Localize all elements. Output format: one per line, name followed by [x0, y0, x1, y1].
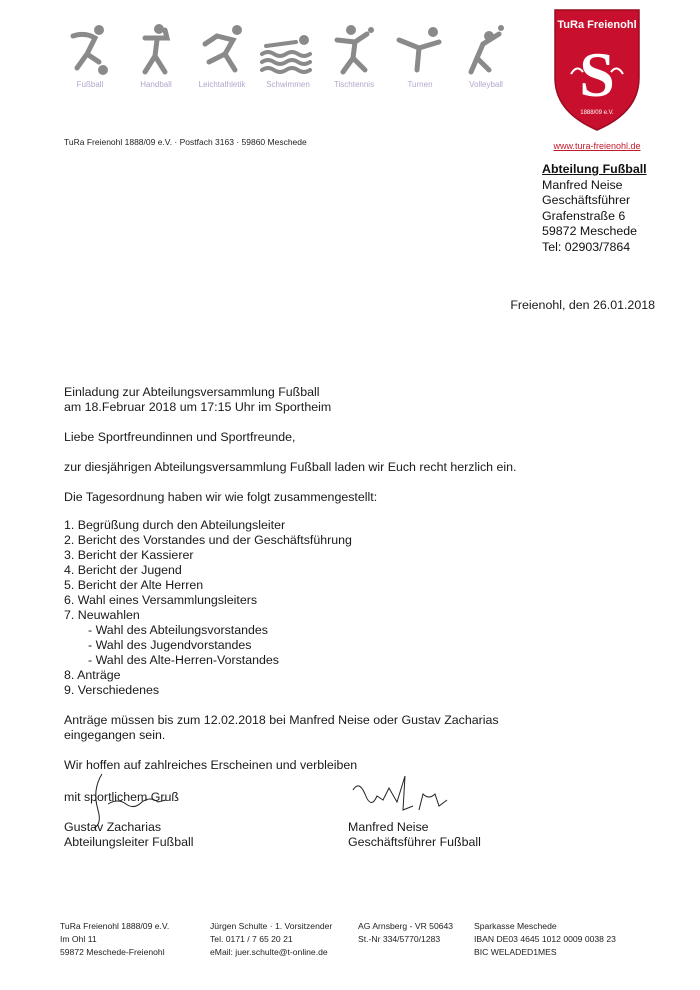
address-line: Tel: 02903/7864	[542, 239, 631, 254]
swimming-icon	[258, 22, 318, 78]
closing-hope: Wir hoffen auf zahlreiches Erscheinen und verbleiben	[64, 758, 358, 772]
agenda-subitem: - Wahl des Abteilungsvorstandes	[88, 623, 268, 637]
footer-column-bank	[474, 920, 616, 959]
salutation: Liebe Sportfreundinnen und Sportfreunde,	[64, 430, 296, 444]
agenda-item: 6. Wahl eines Versammlungsleiters	[64, 593, 258, 607]
sport-label: Turnen	[407, 80, 433, 89]
handball-icon	[129, 22, 183, 78]
address-line: Grafenstraße 6	[542, 208, 626, 223]
footer-email[interactable]: eMail: juer.schulte@t-online.de	[210, 947, 328, 957]
crest-year: 1888/09 e.V.	[580, 110, 614, 116]
crest-club-name: TuRa Freienohl	[557, 19, 637, 31]
motions-line: Anträge müssen bis zum 12.02.2018 bei Manfred Neise oder Gustav Zacharias	[64, 713, 499, 727]
footer-column-registry	[358, 920, 453, 946]
agenda-item: 2. Bericht des Vorstandes und der Geschäftsführung	[64, 533, 352, 547]
address-line: 59872 Meschede	[542, 224, 638, 239]
signer-role: Abteilungsleiter Fußball	[64, 835, 194, 849]
club-crest-logo	[551, 8, 643, 132]
signature-block-left	[64, 790, 193, 850]
sport-label: Volleyball	[469, 80, 503, 89]
agenda-intro: Die Tagesordnung haben wir wie folgt zusammengestellt:	[64, 490, 378, 504]
sport-pictogram-row	[58, 22, 528, 100]
footer-line: Jürgen Schulte · 1. Vorsitzender	[210, 921, 333, 931]
volleyball-icon	[459, 22, 513, 78]
letter-date: Freienohl, den 26.01.2018	[510, 298, 655, 312]
agenda-item: 1. Begrüßung durch den Abteilungsleiter	[64, 518, 286, 532]
footer-line: Tel. 0171 / 7 65 20 21	[210, 934, 293, 944]
sport-athletics	[190, 22, 254, 89]
motions-line: eingegangen sein.	[64, 728, 166, 742]
agenda-list	[64, 518, 664, 698]
crest-letter: S	[579, 39, 615, 110]
club-crest	[547, 8, 647, 151]
sport-label: Fußball	[76, 80, 104, 89]
footer-line: AG Arnsberg - VR 50643	[358, 921, 454, 931]
agenda-item: 4. Bericht der Jugend	[64, 563, 182, 577]
sport-table-tennis	[322, 22, 386, 89]
sport-swimming	[256, 22, 320, 89]
sport-label: Tischtennis	[333, 80, 375, 89]
address-block	[542, 162, 647, 256]
footer-line: St.-Nr 334/5770/1283	[358, 934, 441, 944]
agenda-subitem: - Wahl des Alte-Herren-Vorstandes	[88, 653, 279, 667]
gymnastics-icon	[393, 22, 447, 78]
footer-column-club	[60, 920, 169, 959]
address-line: Geschäftsführer	[542, 193, 631, 208]
athletics-icon	[195, 22, 249, 78]
subject-line: Einladung zur Abteilungsversammlung Fußball	[64, 385, 320, 399]
club-website-link[interactable]: www.tura-freienohl.de	[553, 141, 641, 151]
address-line: Manfred Neise	[542, 177, 623, 192]
footer-line: Im Ohl 11	[60, 934, 97, 944]
sport-gymnastics	[388, 22, 452, 89]
greeting: mit sportlichem Gruß	[64, 790, 179, 804]
signer-name: Gustav Zacharias	[64, 820, 162, 834]
sender-return-address: TuRa Freienohl 1888/09 e.V. · Postfach 3163 · 59860 Meschede	[64, 137, 307, 147]
footer-line: TuRa Freienohl 1888/09 e.V.	[60, 921, 170, 931]
footer-line: BIC WELADED1MES	[474, 947, 557, 957]
letter-subject	[64, 385, 664, 415]
agenda-item: 9. Verschiedenes	[64, 683, 160, 697]
agenda-item: 8. Anträge	[64, 668, 121, 682]
sport-handball	[124, 22, 188, 89]
table-tennis-icon	[327, 22, 381, 78]
footer-line: Sparkasse Meschede	[474, 921, 557, 931]
signer-role: Geschäftsführer Fußball	[348, 835, 481, 849]
intro-text: zur diesjährigen Abteilungsversammlung Fußball laden wir Euch recht herzlich ein.	[64, 460, 517, 474]
football-icon	[63, 22, 117, 78]
footer-line: 59872 Meschede-Freienohl	[60, 947, 165, 957]
agenda-subitem: - Wahl des Jugendvorstandes	[88, 638, 252, 652]
sport-volleyball	[454, 22, 518, 89]
signature-block-right	[348, 820, 481, 850]
agenda-item: 5. Bericht der Alte Herren	[64, 578, 204, 592]
sport-label: Leichtathletik	[198, 80, 246, 89]
sport-label: Handball	[140, 80, 172, 89]
sport-label: Schwimmen	[266, 80, 310, 89]
address-department: Abteilung Fußball	[542, 162, 647, 176]
footer-column-chairman	[210, 920, 332, 959]
subject-line: am 18.Februar 2018 um 17:15 Uhr im Sportheim	[64, 400, 332, 414]
signer-name: Manfred Neise	[348, 820, 429, 834]
agenda-item: 7. Neuwahlen	[64, 608, 140, 622]
footer-line: IBAN DE03 4645 1012 0009 0038 23	[474, 934, 616, 944]
sport-football	[58, 22, 122, 89]
motions-note	[64, 713, 664, 743]
agenda-item: 3. Bericht der Kassierer	[64, 548, 194, 562]
